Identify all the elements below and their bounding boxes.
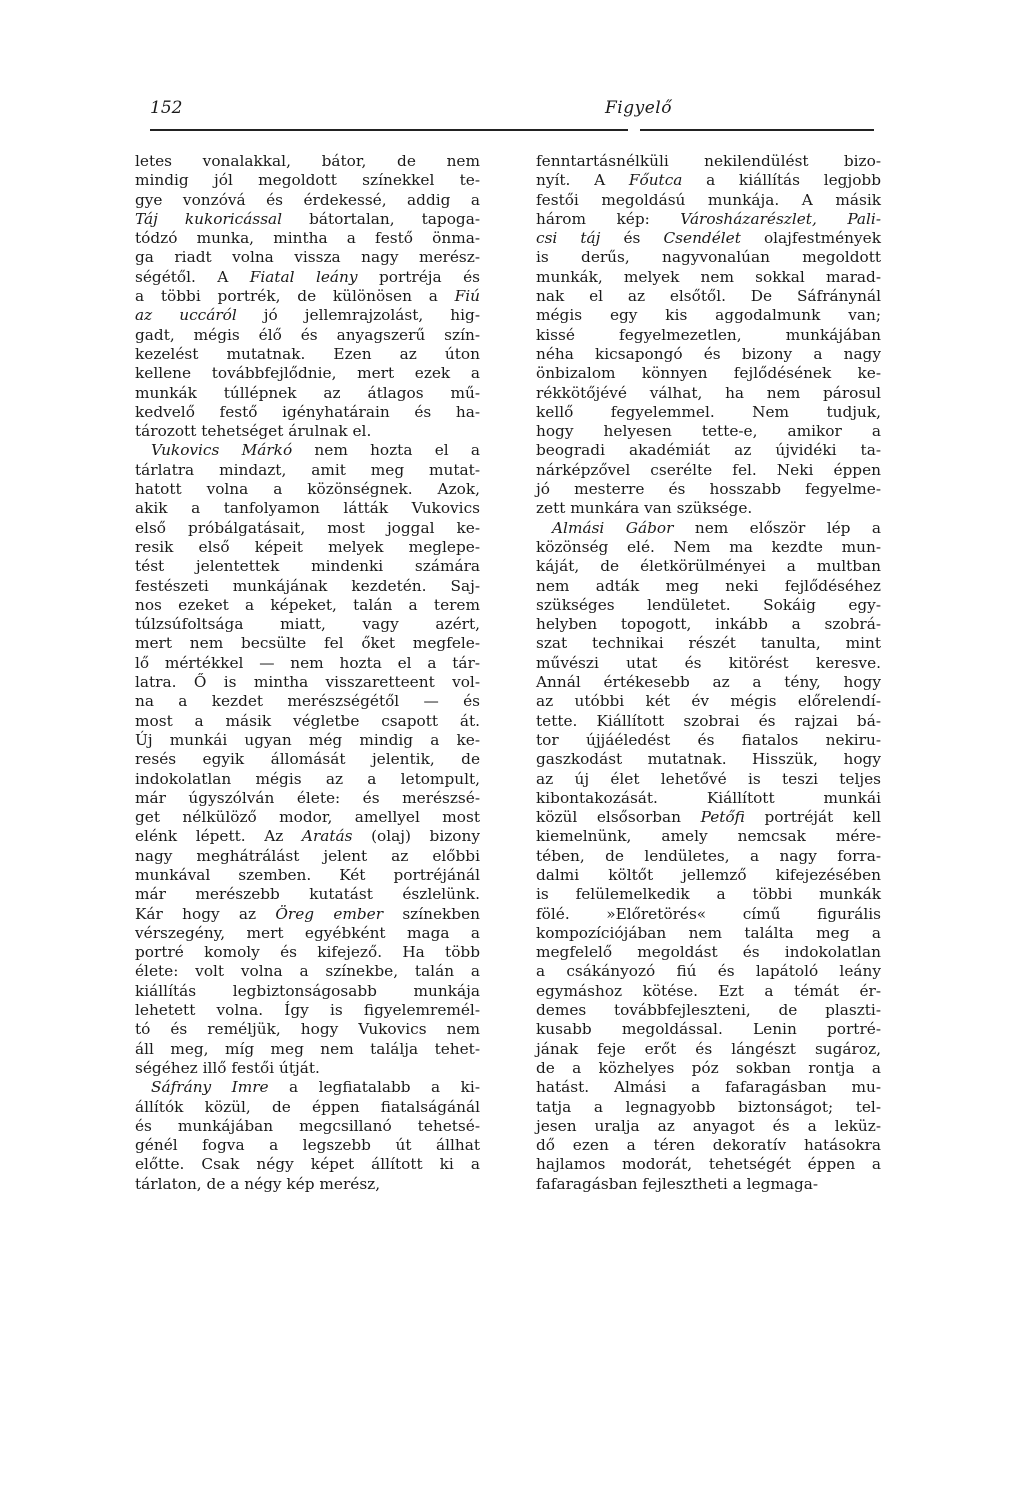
- text-line: jó mesterre és hosszabb fegyelme-: [536, 480, 881, 499]
- text-line: kedvelő festő igényhatárain és ha-: [135, 402, 480, 421]
- text-line: [536, 519, 881, 538]
- text-line: tározott tehetséget árulnak el.: [135, 422, 372, 441]
- text-line: hatást. Almási a fafaragásban mu-: [536, 1078, 881, 1097]
- italic-title: Táj kukoricással: [135, 209, 283, 228]
- text-line: kusabb megoldással. Lenin portré-: [536, 1020, 881, 1039]
- text-line: kezelést mutatnak. Ezen az úton: [135, 344, 480, 363]
- text-column-right: [536, 152, 881, 1194]
- text-line: állítók közül, de éppen fiatalságánál: [135, 1097, 480, 1116]
- italic-title: Csendélet: [663, 229, 741, 248]
- header-rule-left: [150, 129, 628, 131]
- text-line: dalmi költőt jellemző kifejezésében: [536, 865, 881, 884]
- italic-title: Sáfrány Imre: [151, 1078, 269, 1097]
- italic-title: Városházarészlet, Pali-: [680, 209, 881, 228]
- text-line: [135, 827, 480, 846]
- text-line: munkával szemben. Két portréjánál: [135, 865, 480, 884]
- text-line: get nélkülöző modor, amellyel most: [135, 808, 480, 827]
- text-line: túlzsúfoltsága miatt, vagy azért,: [135, 615, 480, 634]
- italic-title: Öreg ember: [275, 904, 384, 923]
- text-line: nem adták meg neki fejlődéséhez: [536, 576, 881, 595]
- page-header: [150, 98, 874, 128]
- text-segment: jó jellemrajzolást, hig-: [236, 306, 480, 325]
- text-line: tárlatra mindazt, amit meg mutat-: [135, 460, 480, 479]
- text-line: kompozíciójában nem találta meg a: [536, 923, 881, 942]
- text-line: indokolatlan mégis az a letompult,: [135, 769, 480, 788]
- text-line: tést jelentettek mindenki számára: [135, 557, 480, 576]
- italic-title: Almási Gábor: [552, 518, 674, 537]
- text-line: a csákányozó fiú és lapátoló leány: [536, 962, 881, 981]
- text-line: jesen uralja az anyagot és a leküz-: [536, 1116, 881, 1135]
- text-line: is derűs, nagyvonalúan megoldott: [536, 248, 881, 267]
- text-line: előtte. Csak négy képet állított ki a: [135, 1155, 480, 1174]
- text-line: Annál értékesebb az a tény, hogy: [536, 673, 881, 692]
- text-line: tárlaton, de a négy kép merész,: [135, 1174, 381, 1193]
- text-line: festői megoldású munkája. A másik: [536, 190, 881, 209]
- text-line: de a közhelyes póz sokban rontja a: [536, 1058, 881, 1077]
- text-line: resés egyik állomását jelentik, de: [135, 750, 480, 769]
- text-segment: közül elsősorban: [536, 808, 701, 827]
- text-line: kiemelnünk, amely nemcsak mére-: [536, 827, 881, 846]
- text-line: zett munkára van szüksége.: [536, 499, 753, 518]
- text-line: munkák túllépnek az átlagos mű-: [135, 383, 480, 402]
- text-line: közönség elé. Nem ma kezdte mun-: [536, 537, 881, 556]
- page-number: 152: [150, 98, 183, 118]
- text-line: nos ezeket a képeket, talán a terem: [135, 595, 480, 614]
- text-line: önbizalom könnyen fejlődésének ke-: [536, 364, 881, 383]
- text-column-left: [135, 152, 480, 1194]
- text-line: gadt, mégis élő és anyagszerű szín-: [135, 325, 480, 344]
- text-line: tor újjáéledést és fiatalos nekiru-: [536, 730, 881, 749]
- italic-title: Vukovics Márkó: [151, 441, 293, 460]
- text-line: [536, 808, 881, 827]
- text-line: nárképzővel cserélte fel. Neki éppen: [536, 460, 881, 479]
- text-line: hatott volna a közönségnek. Azok,: [135, 480, 480, 499]
- text-segment: színekben: [383, 904, 480, 923]
- text-line: tatja a legnagyobb biztonságot; tel-: [536, 1097, 881, 1116]
- text-line: mert nem becsülte fel őket megfele-: [135, 634, 480, 653]
- text-line: demes továbbfejleszteni, de plaszti-: [536, 1001, 881, 1020]
- italic-title: csi táj: [536, 229, 601, 248]
- text-line: az utóbbi két év mégis előrelendí-: [536, 692, 881, 711]
- italic-title: Fiú: [454, 287, 480, 306]
- text-line: tette. Kiállított szobrai és rajzai bá-: [536, 711, 881, 730]
- text-segment: a legfiatalabb a ki-: [268, 1078, 480, 1097]
- text-line: szükséges lendületet. Sokáig egy-: [536, 595, 881, 614]
- text-line: kellene továbbfejlődnie, mert ezek a: [135, 364, 480, 383]
- header-rule-right: [640, 129, 874, 131]
- text-line: na a kezdet merészségétől — és: [135, 692, 480, 711]
- text-line: [536, 210, 881, 229]
- text-line: lő mértékkel — nem hozta el a tár-: [135, 653, 480, 672]
- text-line: most a másik végletbe csapott át.: [135, 711, 480, 730]
- text-line: megfelelő megoldást és indokolatlan: [536, 943, 881, 962]
- text-line: kibontakozását. Kiállított munkái: [536, 788, 881, 807]
- text-segment: három kép:: [536, 209, 681, 228]
- text-segment: a kiállítás legjobb: [682, 171, 881, 190]
- text-line: hajlamos modorát, tehetségét éppen a: [536, 1155, 881, 1174]
- text-segment: Kár hogy az: [135, 904, 276, 923]
- text-line: [536, 171, 881, 190]
- text-line: tó és reméljük, hogy Vukovics nem: [135, 1020, 480, 1039]
- italic-title: Petőfi: [700, 808, 745, 827]
- italic-title: Főutca: [628, 171, 683, 190]
- text-line: [135, 287, 480, 306]
- text-line: első próbálgatásait, most joggal ke-: [135, 518, 480, 537]
- text-line: már úgyszólván élete: és merészsé-: [135, 788, 480, 807]
- text-line: [135, 1078, 480, 1097]
- text-line: [536, 229, 881, 248]
- text-segment: elénk lépett. Az: [135, 827, 302, 846]
- text-line: rékkötőjévé válhat, ha nem párosul: [536, 383, 881, 402]
- text-line: élete: volt volna a színekbe, talán a: [135, 962, 480, 981]
- text-segment: (olaj) bizony: [352, 827, 480, 846]
- text-line: festészeti munkájának kezdetén. Saj-: [135, 576, 480, 595]
- text-line: káját, de életkörülményei a multban: [536, 557, 881, 576]
- text-line: kellő fegyelemmel. Nem tudjuk,: [536, 402, 881, 421]
- text-line: resik első képeit melyek meglepe-: [135, 537, 480, 556]
- text-line: tében, de lendületes, a nagy forra-: [536, 846, 881, 865]
- text-line: gye vonzóvá és érdekessé, addig a: [135, 190, 480, 209]
- text-line: ga riadt volna vissza nagy merész-: [135, 248, 480, 267]
- text-line: hogy helyesen tette-e, amikor a: [536, 422, 881, 441]
- text-line: és munkájában megcsillanó tehetsé-: [135, 1116, 480, 1135]
- text-segment: portréját kell: [744, 808, 881, 827]
- text-line: gaszkodást mutatnak. Hisszük, hogy: [536, 750, 881, 769]
- running-title: Figyelő: [605, 98, 672, 118]
- text-line: nagy meghátrálást jelent az előbbi: [135, 846, 480, 865]
- text-line: mégis egy kis aggodalmunk van;: [536, 306, 881, 325]
- text-segment: és: [600, 229, 664, 248]
- text-line: lehetett volna. Így is figyelemremél-: [135, 1001, 480, 1020]
- text-segment: nem először lép a: [673, 518, 881, 537]
- text-line: [135, 210, 480, 229]
- text-line: latra. Ő is mintha visszaretteent vol-: [135, 673, 480, 692]
- text-line: mindig jól megoldott színekkel te-: [135, 171, 480, 190]
- text-segment: nyít. A: [536, 171, 629, 190]
- italic-title: Aratás: [301, 827, 353, 846]
- text-segment: a többi portrék, de különösen a: [135, 287, 455, 306]
- italic-title: Fiatal leány: [249, 267, 358, 286]
- text-segment: ségétől. A: [135, 267, 250, 286]
- text-segment: portréja és: [357, 267, 480, 286]
- text-line: már merészebb kutatást észlelünk.: [135, 885, 480, 904]
- text-line: beogradi akadémiát az újvidéki ta-: [536, 441, 881, 460]
- text-line: munkák, melyek nem sokkal marad-: [536, 267, 881, 286]
- text-line: fenntartásnélküli nekilendülést bizo-: [536, 152, 881, 170]
- text-line: néha kicsapongó és bizony a nagy: [536, 344, 881, 363]
- text-line: művészi utat és kitörést keresve.: [536, 653, 881, 672]
- text-line: akik a tanfolyamon látták Vukovics: [135, 499, 480, 518]
- text-line: az új élet lehetővé is teszi teljes: [536, 769, 881, 788]
- text-line: jának feje erőt és lángészt sugároz,: [536, 1039, 881, 1058]
- text-segment: bátortalan, tapoga-: [282, 209, 480, 228]
- text-line: tódzó munka, mintha a festő önma-: [135, 229, 480, 248]
- text-line: fölé. »Előretörés« című figurális: [536, 904, 881, 923]
- text-line: vérszegény, mert egyébként maga a: [135, 923, 480, 942]
- text-line: [135, 905, 480, 924]
- text-line: kiállítás legbiztonságosabb munkája: [135, 981, 480, 1000]
- text-line: génél fogva a legszebb út állhat: [135, 1136, 480, 1155]
- text-segment: olajfestmények: [740, 229, 881, 248]
- text-line: is felülemelkedik a többi munkák: [536, 885, 881, 904]
- text-line: [135, 441, 480, 460]
- text-segment: nem hozta el a: [292, 441, 480, 460]
- text-line: letes vonalakkal, bátor, de nem: [135, 152, 480, 170]
- text-line: egymáshoz kötése. Ezt a témát ér-: [536, 981, 881, 1000]
- text-line: [135, 268, 480, 287]
- text-line: áll meg, míg meg nem találja tehet-: [135, 1039, 480, 1058]
- text-line: nak el az elsőtől. De Sáfránynál: [536, 287, 881, 306]
- text-line: dő ezen a téren dekoratív hatásokra: [536, 1136, 881, 1155]
- text-line: portré komoly és kifejező. Ha több: [135, 943, 480, 962]
- text-line: ségéhez illő festői útját.: [135, 1058, 320, 1077]
- italic-title: az uccáról: [135, 306, 237, 325]
- text-line: fafaragásban fejlesztheti a legmaga-: [536, 1174, 819, 1193]
- text-line: kissé fegyelmezetlen, munkájában: [536, 325, 881, 344]
- text-line: helyben topogott, inkább a szobrá-: [536, 615, 881, 634]
- text-line: [135, 306, 480, 325]
- text-line: szat technikai részét tanulta, mint: [536, 634, 881, 653]
- text-line: Új munkái ugyan még mindig a ke-: [135, 730, 480, 749]
